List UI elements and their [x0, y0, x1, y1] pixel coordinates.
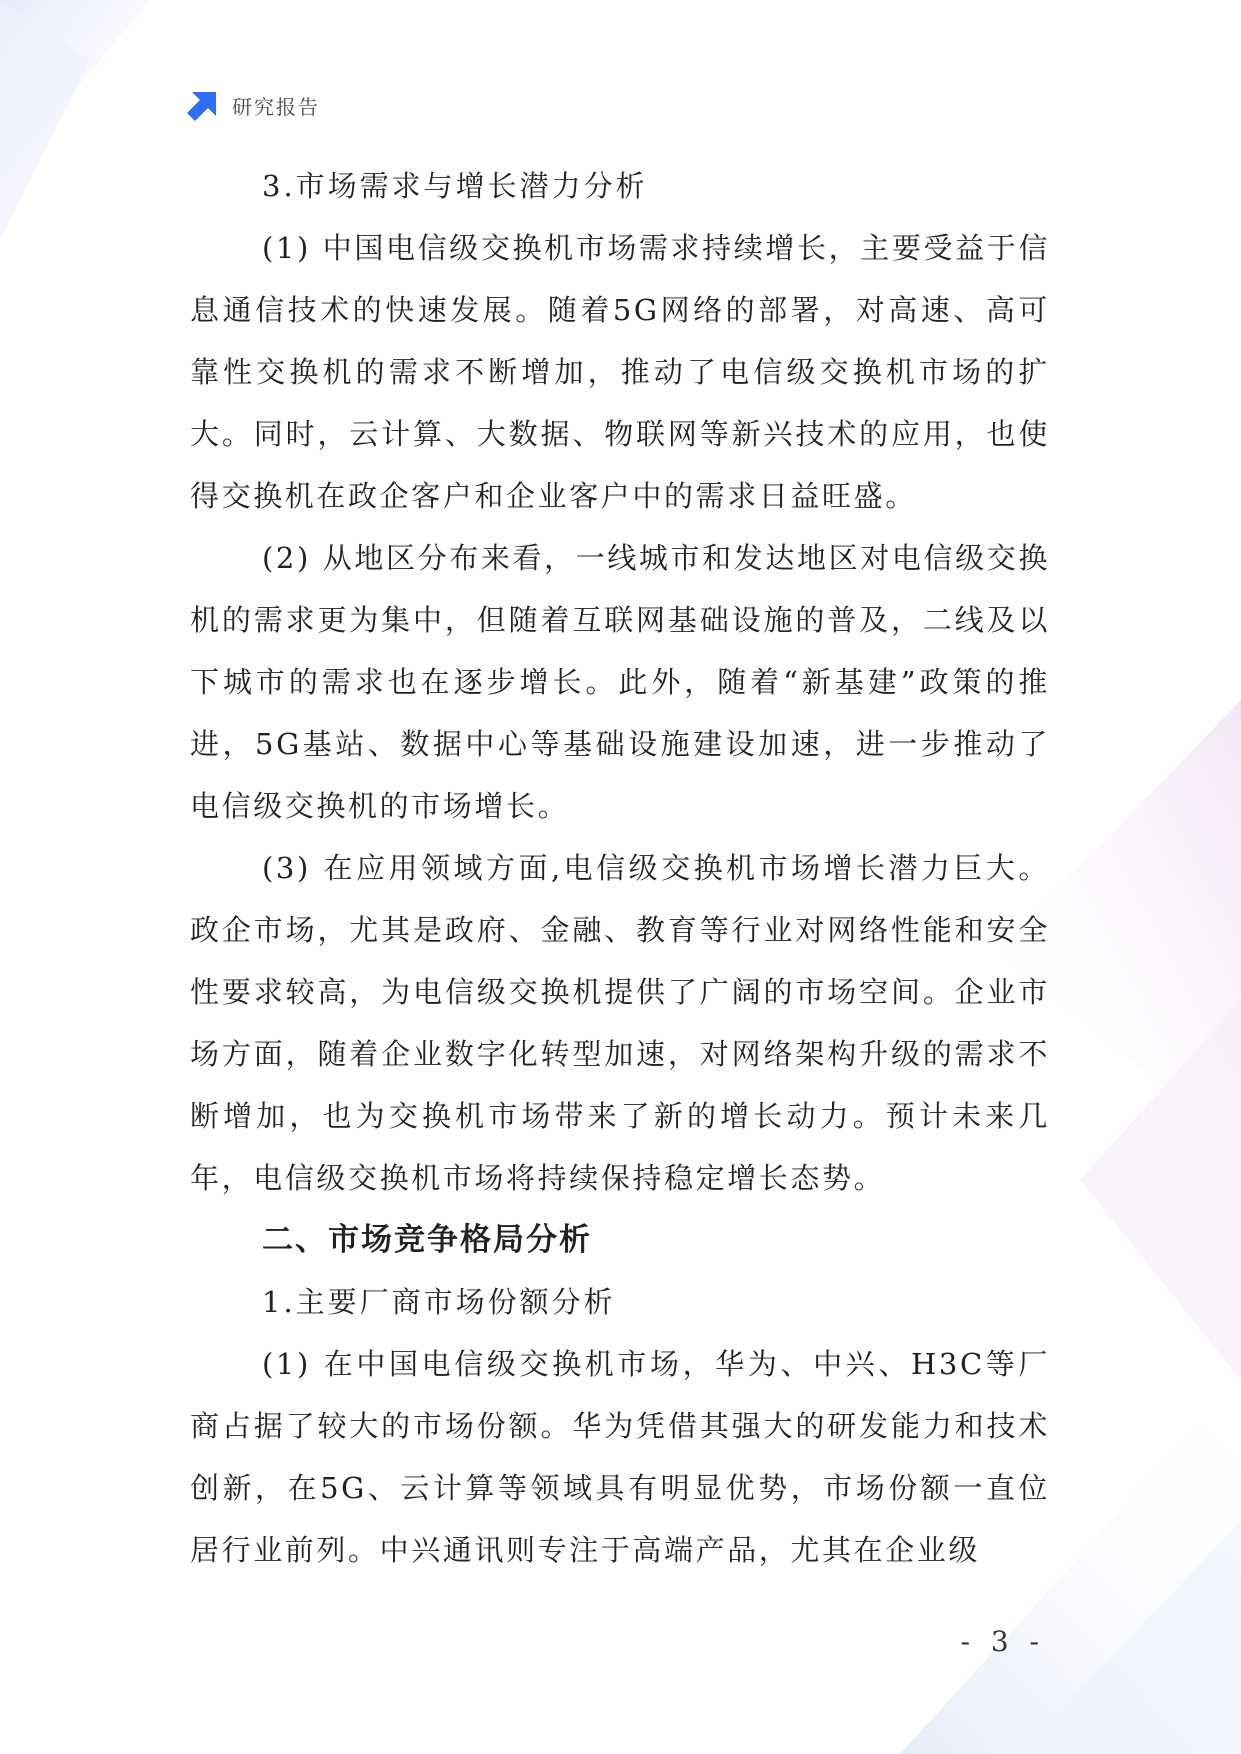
report-header — [186, 88, 320, 122]
paragraph: (3) 在应用领域方面,电信级交换机市场增长潜力巨大。政企市场，尤其是政府、金融、教育等行业对网络性能和安全性要求较高，为电信级交换机提供了广阔的市场空间。企业市场方面，随着企业数字化转型加速，对网络架构升级的需求不断增加，也为交换机市场带来了新的增长动力。预计未来几年，电信级交换机市场将持续保持稳定增长态势。 — [190, 851, 1050, 1195]
section-heading: 1.主要厂商市场份额分析 — [262, 1285, 616, 1319]
paragraph: (1) 中国电信级交换机市场需求持续增长，主要受益于信息通信技术的快速发展。随着5G网络的部署，对高速、高可靠性交换机的需求不断增加，推动了电信级交换机市场的扩大。同时，云计算、大数据、物联网等新兴技术的应用，也使得交换机在政企客户和企业客户中的需求日益旺盛。 — [190, 231, 1050, 513]
paragraph: (2) 从地区分布来看，一线城市和发达地区对电信级交换机的需求更为集中，但随着互联网基础设施的普及，二线及以下城市的需求也在逐步增长。此外，随着“新基建”政策的推进，5G基站、数据中心等基础设施建设加速，进一步推动了电信级交换机的市场增长。 — [190, 541, 1050, 823]
header-label: 研究报告 — [232, 94, 320, 119]
chapter-heading: 二、市场竞争格局分析 — [262, 1222, 592, 1258]
section-heading: 3.市场需求与增长潜力分析 — [262, 169, 648, 203]
document-body — [190, 155, 1050, 1581]
page-number: - 3 - — [960, 1625, 1045, 1658]
arrow-up-right-icon — [186, 88, 220, 122]
paragraph: (1) 在中国电信级交换机市场，华为、中兴、H3C等厂商占据了较大的市场份额。华为凭借其强大的研发能力和技术创新，在5G、云计算等领域具有明显优势，市场份额一直位居行业前列。中兴通讯则专注于高端产品，尤其在企业级 — [190, 1347, 1050, 1567]
